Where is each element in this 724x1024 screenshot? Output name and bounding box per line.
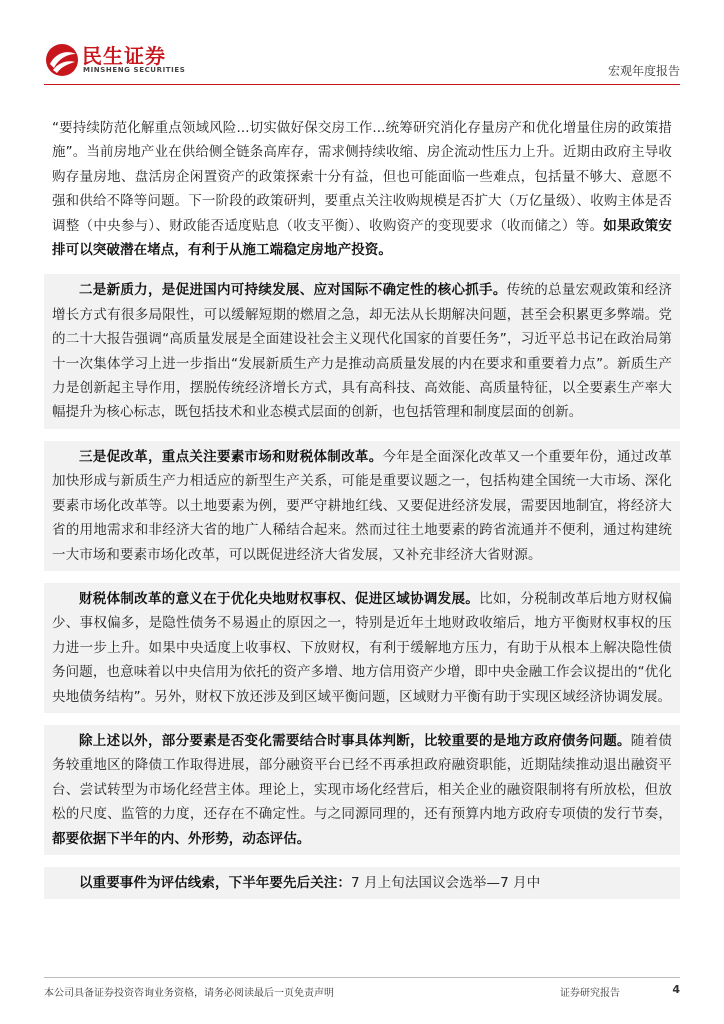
- company-logo: [44, 42, 214, 78]
- paragraph-fiscal-reform: [44, 583, 680, 713]
- header-divider: [44, 84, 680, 85]
- paragraph-gap: [44, 713, 680, 725]
- paragraph-reform: [44, 441, 680, 571]
- paragraph-bold-head: 二是新质力，是促进国内可持续发展、应对国际不确定性的核心抓手。: [79, 282, 507, 299]
- page-header: [0, 0, 724, 84]
- paragraph-bold-head: 除上述以外，部分要素是否变化需要结合时事具体判断，比较重要的是地方政府债务问题。: [79, 732, 631, 749]
- paragraph-bold-head: 以重要事件为评估线索，下半年要先后关注：: [79, 874, 351, 891]
- footer-doc-type: 证券研究报告: [560, 988, 620, 999]
- logo-text-cn: 民生证券: [82, 44, 166, 68]
- paragraph-events: [44, 867, 680, 899]
- paragraph-text: 7 月上旬法国议会选举—7 月中: [351, 874, 541, 891]
- paragraph-housing: [44, 116, 680, 262]
- paragraph-text: 随着债务较重地区的降债工作取得进展，部分融资平台已经不再承担政府融资职能，近期陆续推动退出融资平台、尝试转型为市场化经营主体。理论上，实现市场化经营后，相关企业的融资限制将有所放松，但放松的尺度、监管的力度，还存在不确定性。与之同源同理的，还有预算内地方政府专项债的发行节奏，: [52, 732, 672, 823]
- paragraph-text: 今年是全面深化改革又一个重要年份，通过改革加快形成与新质生产力相适应的新型生产关系，可能是重要议题之一，包括构建全国统一大市场、深化要素市场化改革等。以土地要素为例，要严守耕地红线、又要促进经济发展，需要因地制宜，将经济大省的用地需求和非经济大省的地广人稀结合起来。然而过往土地要素的跨省流通并不便利，通过构建统一大市场和要素市场化改革，可以既促进经济大省发展，又补充非经济大省财源。: [52, 448, 672, 563]
- footer-divider: [44, 977, 680, 978]
- paragraph-text: “要持续防范化解重点领域风险...切实做好保交房工作...统筹研究消化存量房产和优化增量住房的政策措施”。当前房地产业在供给侧全链条高库存，需求侧持续收缩、房企流动性压力上升。近期由政府主导收购存量房地、盘活房企闲置资产的政策探索十分有益，但也可能面临一些难点，包括量不够大、意愿不强和供给不降等问题。下一阶段的政策研判，要重点关注收购规模是否扩大（万亿量级）、收购主体是否调整（中央参与）、财政能否适度贴息（收支平衡）、收购资产的变现要求（收而储之）等。: [52, 120, 672, 234]
- paragraph-gap: [44, 429, 680, 441]
- paragraph-gap: [44, 571, 680, 583]
- minsheng-logo-icon: [44, 42, 80, 78]
- paragraph-bold-head: 财税体制改革的意义在于优化央地财权事权、促进区域协调发展。: [79, 590, 480, 607]
- paragraph-text: 比如，分税制改革后地方财权偏少、事权偏多，是隐性债务不易遏止的原因之一，特别是近年土地财政收缩后，地方平衡财权事权的压力进一步上升。如果中央适度上收事权、下放财权，有利于缓解地方压力，有助于从根本上解决隐性债务问题，也意味着以中央信用为依托的资产多增、地方信用资产少增，即中央金融工作会议提出的“优化央地债务结构”。另外，财权下放还涉及到区域平衡问题，区域财力平衡有助于实现区域经济协调发展。: [52, 590, 672, 705]
- report-type-label: 宏观年度报告: [607, 64, 680, 78]
- paragraph-new-quality: [44, 274, 680, 428]
- body-text: [44, 116, 680, 899]
- paragraph-bold-tail: 都要依据下半年的内、外形势，动态评估。: [52, 830, 311, 847]
- paragraph-gap: [44, 855, 680, 867]
- paragraph-bold-tail: 如果政策安排可以突破潜在堵点，有利于从施工端稳定房地产投资。: [52, 217, 672, 259]
- logo-text-en: MINSHENG SECURITIES: [83, 66, 186, 74]
- footer-disclaimer: 本公司具备证券投资咨询业务资格，请务必阅读最后一页免责声明: [44, 988, 334, 999]
- paragraph-gap: [44, 262, 680, 274]
- paragraph-text: 传统的总量宏观政策和经济增长方式有很多局限性，可以缓解短期的燃眉之急，却无法从长期解决问题，甚至会积累更多弊端。党的二十大报告强调“高质量发展是全面建设社会主义现代化国家的首要任务”，习近平总书记在政治局第十一次集体学习上进一步指出“发展新质生产力是推动高质量发展的内在要求和重要着力点”。新质生产力是创新起主导作用，摆脱传统经济增长方式，具有高科技、高效能、高质量特征，以全要素生产率大幅提升为核心标志，既包括技术和业态模式层面的创新，也包括管理和制度层面的创新。: [52, 282, 673, 421]
- page-number: 4: [672, 983, 680, 996]
- paragraph-local-debt: [44, 725, 680, 855]
- paragraph-bold-head: 三是促改革，重点关注要素市场和财税体制改革。: [79, 448, 383, 465]
